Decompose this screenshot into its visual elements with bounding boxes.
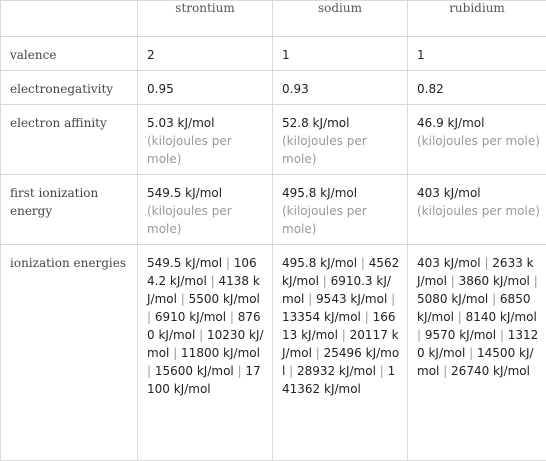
ionization-value: 3860 kJ/mol bbox=[459, 274, 530, 288]
ionization-value: 4138 kJ/mol bbox=[147, 274, 260, 306]
separator: | bbox=[447, 274, 459, 288]
unit-note: (kilojoules per mole) bbox=[282, 202, 401, 238]
ionization-value: 15600 kJ/mol bbox=[155, 364, 234, 378]
value-cell: 1 bbox=[273, 37, 408, 71]
ionization-value: 2633 kJ/mol bbox=[417, 256, 534, 288]
ionization-list bbox=[273, 245, 408, 461]
row-label: electron affinity bbox=[1, 105, 138, 175]
header-row bbox=[1, 1, 546, 37]
separator: | bbox=[387, 292, 395, 306]
ionization-value: 13120 kJ/mol bbox=[417, 328, 538, 360]
ionization-value: 25496 kJ/mol bbox=[282, 346, 399, 378]
table-row-ionization-energies bbox=[1, 245, 546, 461]
ionization-value: 11800 kJ/mol bbox=[181, 346, 260, 360]
unit-note: (kilojoules per mole) bbox=[147, 202, 266, 238]
separator: | bbox=[195, 328, 207, 342]
table-row-first-ionization-energy bbox=[1, 175, 546, 245]
separator: | bbox=[496, 328, 508, 342]
value-cell bbox=[138, 105, 273, 175]
value-text: 495.8 kJ/mol bbox=[282, 184, 401, 202]
row-label: ionization energies bbox=[1, 245, 138, 461]
separator: | bbox=[319, 274, 331, 288]
value-text: 52.8 kJ/mol bbox=[282, 114, 401, 132]
column-header: rubidium bbox=[408, 1, 546, 37]
separator: | bbox=[361, 310, 373, 324]
ionization-value: 10230 kJ/mol bbox=[147, 328, 264, 360]
ionization-value: 17100 kJ/mol bbox=[147, 364, 261, 396]
ionization-value: 8760 kJ/mol bbox=[147, 310, 261, 342]
separator: | bbox=[454, 310, 466, 324]
unit-note: (kilojoules per mole) bbox=[282, 132, 401, 168]
separator: | bbox=[376, 364, 388, 378]
separator: | bbox=[488, 292, 500, 306]
row-label: first ionization energy bbox=[1, 175, 138, 245]
value-text: 403 kJ/mol bbox=[417, 184, 540, 202]
ionization-value: 1064.2 kJ/mol bbox=[147, 256, 257, 288]
ionization-value: 9570 kJ/mol bbox=[425, 328, 496, 342]
ionization-value: 5080 kJ/mol bbox=[417, 292, 488, 306]
value-cell bbox=[408, 105, 546, 175]
header-corner bbox=[1, 1, 138, 37]
separator: | bbox=[169, 346, 181, 360]
separator: | bbox=[177, 292, 189, 306]
value-cell: 1 bbox=[408, 37, 546, 71]
separator: | bbox=[285, 364, 297, 378]
value-cell bbox=[138, 175, 273, 245]
value-cell bbox=[273, 175, 408, 245]
separator: | bbox=[226, 310, 238, 324]
table-row-electron-affinity bbox=[1, 105, 546, 175]
unit-note: (kilojoules per mole) bbox=[417, 132, 540, 150]
separator: | bbox=[439, 364, 451, 378]
separator: | bbox=[222, 256, 234, 270]
separator: | bbox=[530, 274, 538, 288]
table-row-valence bbox=[1, 37, 546, 71]
separator: | bbox=[465, 346, 477, 360]
value-text: 5.03 kJ/mol bbox=[147, 114, 266, 132]
value-cell: 0.93 bbox=[273, 71, 408, 105]
ionization-value: 495.8 kJ/mol bbox=[282, 256, 357, 270]
value-cell: 0.82 bbox=[408, 71, 546, 105]
ionization-value: 13354 kJ/mol bbox=[282, 310, 361, 324]
value-cell bbox=[273, 105, 408, 175]
ionization-value: 5500 kJ/mol bbox=[189, 292, 260, 306]
separator: | bbox=[417, 328, 425, 342]
column-header: strontium bbox=[138, 1, 273, 37]
unit-note: (kilojoules per mole) bbox=[147, 132, 266, 168]
separator: | bbox=[338, 328, 350, 342]
ionization-value: 9543 kJ/mol bbox=[316, 292, 387, 306]
separator: | bbox=[312, 346, 324, 360]
ionization-value: 8140 kJ/mol bbox=[466, 310, 537, 324]
ionization-value: 14500 kJ/mol bbox=[417, 346, 534, 378]
ionization-value: 549.5 kJ/mol bbox=[147, 256, 222, 270]
separator: | bbox=[481, 256, 493, 270]
separator: | bbox=[357, 256, 369, 270]
unit-note: (kilojoules per mole) bbox=[417, 202, 540, 220]
ionization-list bbox=[408, 245, 546, 461]
separator: | bbox=[207, 274, 219, 288]
row-label: valence bbox=[1, 37, 138, 71]
value-cell bbox=[408, 175, 546, 245]
ionization-value: 141362 kJ/mol bbox=[282, 364, 395, 396]
table-row-electronegativity bbox=[1, 71, 546, 105]
ionization-value: 16613 kJ/mol bbox=[282, 310, 395, 342]
ionization-value: 6910.3 kJ/mol bbox=[282, 274, 391, 306]
ionization-value: 4562 kJ/mol bbox=[282, 256, 399, 288]
ionization-value: 6910 kJ/mol bbox=[155, 310, 226, 324]
separator: | bbox=[147, 364, 155, 378]
row-label: electronegativity bbox=[1, 71, 138, 105]
separator: | bbox=[304, 292, 316, 306]
value-cell: 2 bbox=[138, 37, 273, 71]
value-cell: 0.95 bbox=[138, 71, 273, 105]
value-text: 46.9 kJ/mol bbox=[417, 114, 540, 132]
separator: | bbox=[234, 364, 246, 378]
ionization-value: 26740 kJ/mol bbox=[451, 364, 530, 378]
value-text: 549.5 kJ/mol bbox=[147, 184, 266, 202]
ionization-list bbox=[138, 245, 273, 461]
ionization-value: 403 kJ/mol bbox=[417, 256, 481, 270]
column-header: sodium bbox=[273, 1, 408, 37]
separator: | bbox=[147, 310, 155, 324]
ionization-value: 6850 kJ/mol bbox=[417, 292, 530, 324]
ionization-value: 20117 kJ/mol bbox=[282, 328, 399, 360]
ionization-value: 28932 kJ/mol bbox=[297, 364, 376, 378]
